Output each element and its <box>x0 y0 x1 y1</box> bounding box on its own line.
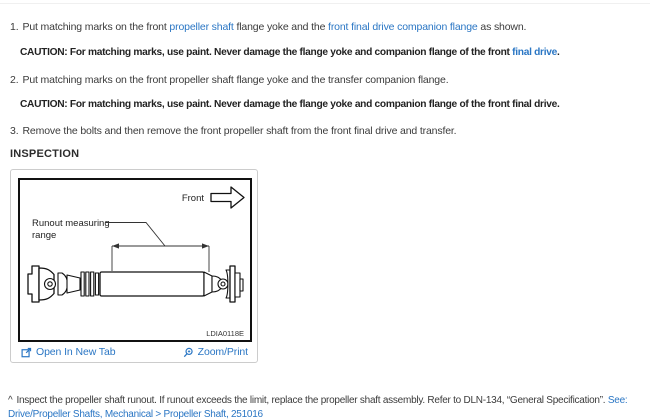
see-reference-path-link[interactable]: Drive/Propeller Shafts, Mechanical > Propeller Shaft, 251016 <box>8 409 263 420</box>
final-drive-link[interactable]: final drive <box>512 47 557 59</box>
step-text: Remove the bolts and then remove the front propeller shaft from the front final drive and transfer. <box>22 124 457 137</box>
inspection-heading: INSPECTION <box>10 148 80 160</box>
front-label: Front <box>181 193 204 204</box>
footnote-text: Inspect the propeller shaft runout. If runout exceeds the limit, replace the propeller shaft assembly. Refer to DLN-134, “General Specification”. <box>16 395 608 406</box>
caution-text: . <box>556 47 560 59</box>
zoom-print-link[interactable] <box>183 346 248 358</box>
step-text: Put matching marks on the front <box>22 20 170 33</box>
figure-container <box>10 169 258 363</box>
open-in-new-tab-link[interactable] <box>21 346 115 358</box>
propeller-shaft-diagram <box>20 180 250 340</box>
zoom-print-label: Zoom/Print <box>197 346 248 358</box>
step-number: 3. <box>10 124 19 137</box>
inspection-footnote-line2 <box>8 409 263 420</box>
footnote-marker: ^ <box>8 395 13 406</box>
front-final-drive-companion-flange-link[interactable]: front final drive companion flange <box>328 20 478 33</box>
step-text: flange yoke and the <box>233 20 329 33</box>
dimension-arrow-right <box>202 243 209 248</box>
dimension-arrow-left <box>112 243 119 248</box>
figure-code: LDIA0118E <box>206 329 244 338</box>
caution-2 <box>20 99 560 110</box>
inspection-footnote <box>8 395 627 406</box>
open-in-new-tab-icon <box>21 347 32 358</box>
caution-text: CAUTION: For matching marks, use paint. Never damage the flange yoke and companion flange of the front <box>20 47 513 59</box>
runout-label-line2: range <box>32 230 57 241</box>
step-1 <box>10 21 526 33</box>
step-3 <box>10 125 456 137</box>
runout-label-line1: Runout measuring <box>32 218 110 229</box>
step-2 <box>10 74 448 86</box>
step-text: Put matching marks on the front propeller shaft flange yoke and the transfer companion flange. <box>22 73 449 86</box>
open-in-new-tab-label: Open In New Tab <box>36 346 116 358</box>
leader-line <box>105 223 165 247</box>
front-direction-arrow-icon <box>211 187 244 208</box>
figure-image-frame[interactable] <box>18 178 252 342</box>
step-number: 1. <box>10 20 19 33</box>
figure-toolbar <box>21 346 248 358</box>
step-number: 2. <box>10 73 19 86</box>
see-reference-link[interactable]: See: <box>607 395 628 406</box>
caution-1 <box>20 47 560 58</box>
magnifier-icon <box>183 347 194 358</box>
caution-text: CAUTION: For matching marks, use paint. Never damage the flange yoke and companion flange of the front final drive. <box>20 99 560 111</box>
propeller-shaft-link[interactable]: propeller shaft <box>169 20 234 33</box>
propeller-shaft-art <box>28 266 243 302</box>
step-text: as shown. <box>477 20 527 33</box>
